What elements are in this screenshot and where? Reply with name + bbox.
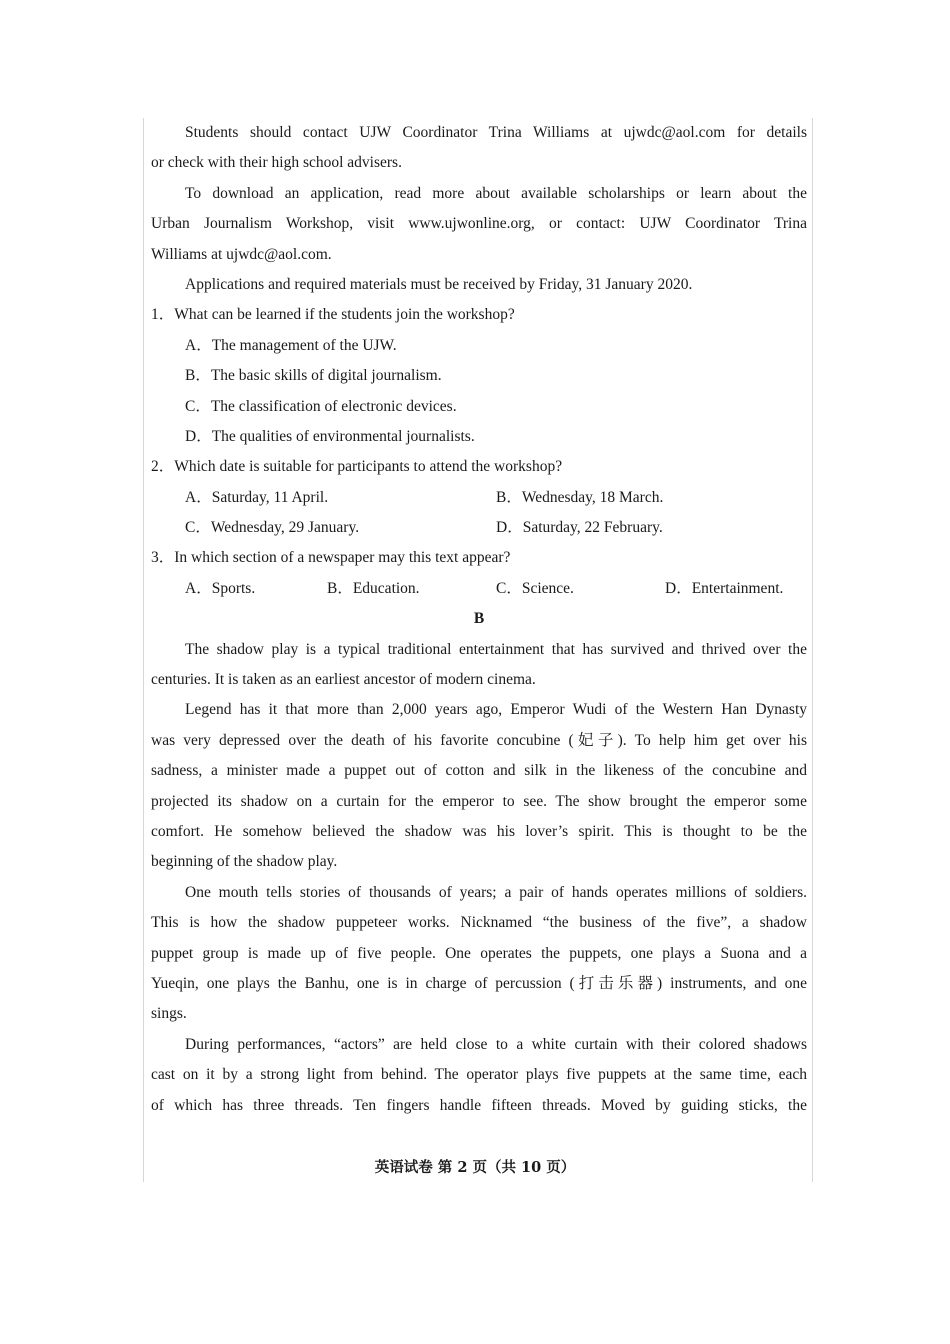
section-b-heading: B [473, 610, 485, 628]
question-3-option-b: B．Education. [327, 579, 420, 597]
paragraph-line: The shadow play is a typical traditional entertainment that has survived and thrived over the [185, 640, 807, 658]
paragraph-line: beginning of the shadow play. [151, 853, 338, 871]
paragraph-line: This is how the shadow puppeteer works. Nicknamed “the business of the five”, a shadow [151, 914, 807, 932]
question-2-options-row-2 [151, 513, 807, 543]
paragraph-line: was very depressed over the death of his favorite concubine (妃子). To help him get over his [151, 731, 807, 749]
paragraph-line: Urban Journalism Workshop, visit www.ujwonline.org, or contact: UJW Coordinator Trina [151, 215, 807, 233]
paragraph-line: Legend has it that more than 2,000 years ago, Emperor Wudi of the Western Han Dynasty [185, 701, 807, 719]
question-1-option-b: B．The basic skills of digital journalism. [185, 367, 442, 385]
question-2-option-b: B．Wednesday, 18 March. [496, 488, 664, 506]
paragraph-line: sings. [151, 1005, 187, 1023]
paragraph-line: centuries. It is taken as an earliest ancestor of modern cinema. [151, 671, 536, 689]
paragraph-line: sadness, a minister made a puppet out of cotton and silk in the likeness of the concubine and [151, 762, 807, 780]
paragraph-line: To download an application, read more about available scholarships or learn about the [185, 184, 807, 202]
paragraph-line: of which has three threads. Ten fingers handle fifteen threads. Moved by guiding sticks, the [151, 1096, 807, 1114]
paragraph-line: cast on it by a strong light from behind. The operator plays five puppets at the same time, each [151, 1066, 807, 1084]
question-3-stem: 3．In which section of a newspaper may this text appear? [151, 549, 511, 567]
paragraph-line: Students should contact UJW Coordinator Trina Williams at ujwdc@aol.com for details [185, 124, 807, 141]
paragraph-line: During performances, “actors” are held close to a white curtain with their colored shadows [185, 1035, 807, 1053]
paragraph-line: One mouth tells stories of thousands of years; a pair of hands operates millions of soldiers. [185, 883, 807, 901]
paragraph-line: or check with their high school advisers. [151, 154, 402, 172]
paragraph-line: projected its shadow on a curtain for the emperor to see. The show brought the emperor some [151, 792, 807, 810]
question-1-option-a: A．The management of the UJW. [185, 336, 397, 354]
question-2-option-c: C．Wednesday, 29 January. [185, 519, 360, 537]
paragraph-line: puppet group is made up of five people. One operates the puppets, one plays a Suona and a [151, 944, 807, 962]
question-3-option-c: C．Science. [496, 579, 574, 597]
paragraph-line: Applications and required materials must be received by Friday, 31 January 2020. [185, 275, 693, 293]
question-3-option-a: A．Sports. [185, 579, 256, 597]
question-3-options-row [151, 574, 807, 604]
question-2-stem: 2．Which date is suitable for participants to attend the workshop? [151, 458, 563, 476]
paragraph-line: Yueqin, one plays the Banhu, one is in charge of percussion (打击乐器) instruments, and one [151, 974, 807, 992]
page-footer: 英语试卷 第 2 页（共 10 页） [374, 1159, 576, 1176]
question-2-option-a: A．Saturday, 11 April. [185, 488, 329, 506]
question-2-option-d: D．Saturday, 22 February. [496, 519, 663, 537]
question-3-option-d: D．Entertainment. [665, 579, 784, 597]
paragraph-line: Williams at ujwdc@aol.com. [151, 245, 332, 263]
question-1-option-d: D．The qualities of environmental journalists. [185, 427, 475, 445]
question-2-options-row-1 [151, 483, 807, 513]
question-1-option-c: C．The classification of electronic devices. [185, 397, 457, 415]
paragraph-line: comfort. He somehow believed the shadow was his lover’s spirit. This is thought to be the [151, 822, 807, 840]
question-1-stem: 1．What can be learned if the students join the workshop? [151, 306, 515, 324]
exam-page-content [151, 118, 807, 1121]
